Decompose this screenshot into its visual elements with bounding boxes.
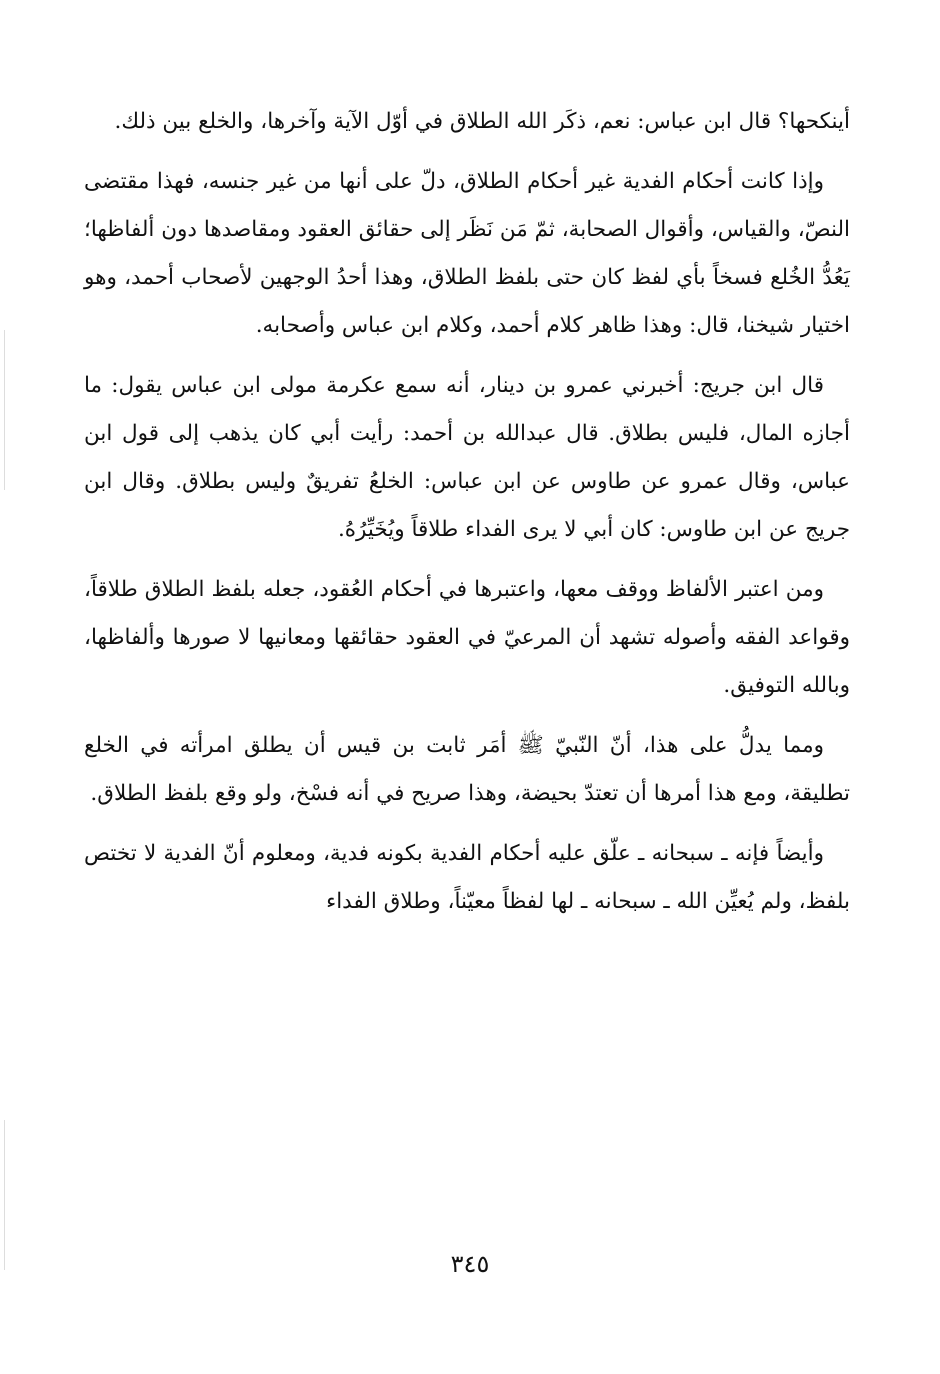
paragraph: قال ابن جريج: أخبرني عمرو بن دينار، أنه سمع عكرمة مولى ابن عباس يقول: ما أجازه المال، فليس بطلاق. قال عبدالله بن أحمد: رأيت أبي كان يذهب إلى قول ابن عباس، وقال عمرو عن طاوس عن ابن عباس: الخلعُ تفريقٌ وليس بطلاق. وقال ابن جريج عن ابن طاوس: كان أبي لا يرى الفداء طلاقاً ويُخَيِّرُهُ. <box>84 373 850 542</box>
page-number: ٣٤٥ <box>450 1250 490 1278</box>
paragraph: أينكحها؟ قال ابن عباس: نعم، ذكَر الله الطلاق في أوّل الآية وآخرها، والخلع بين ذلك. <box>114 109 850 134</box>
body-text <box>84 98 850 938</box>
paragraph: ومن اعتبر الألفاظ ووقف معها، واعتبرها في أحكام العُقود، جعله بلفظ الطلاق طلاقاً، وقواعد الفقه وأصوله تشهد أن المرعيّ في العقود حقائقها ومعانيها لا صورها وألفاظها، وبالله التوفيق. <box>84 577 850 698</box>
scan-edge-line <box>4 330 5 490</box>
scan-edge-line <box>4 1120 5 1270</box>
paragraph: ومما يدلُّ على هذا، أنّ النّبيّ ﷺ أمَر ثابت بن قيس أن يطلق امرأته في الخلع تطليقة، ومع هذا أمرها أن تعتدّ بحيضة، وهذا صريح في أنه فسْخ، ولو وقع بلفظ الطلاق. <box>84 733 850 806</box>
paragraph: وإذا كانت أحكام الفدية غير أحكام الطلاق، دلّ على أنها من غير جنسه، فهذا مقتضى النصّ، والقياس، وأقوال الصحابة، ثمّ مَن نَظَر إلى حقائق العقود ومقاصدها دون ألفاظها؛ يَعُدُّ الخُلع فسخاً بأي لفظ كان حتى بلفظ الطلاق، وهذا أحدُ الوجهين لأصحاب أحمد، وهو اختيار شيخنا، قال: وهذا ظاهر كلام أحمد، وكلام ابن عباس وأصحابه. <box>84 169 850 338</box>
paragraph: وأيضاً فإنه ـ سبحانه ـ علّق عليه أحكام الفدية بكونه فدية، ومعلوم أنّ الفدية لا تختص بلفظ، ولم يُعيِّن الله ـ سبحانه ـ لها لفظاً معيّناً، وطلاق الفداء <box>84 841 850 914</box>
